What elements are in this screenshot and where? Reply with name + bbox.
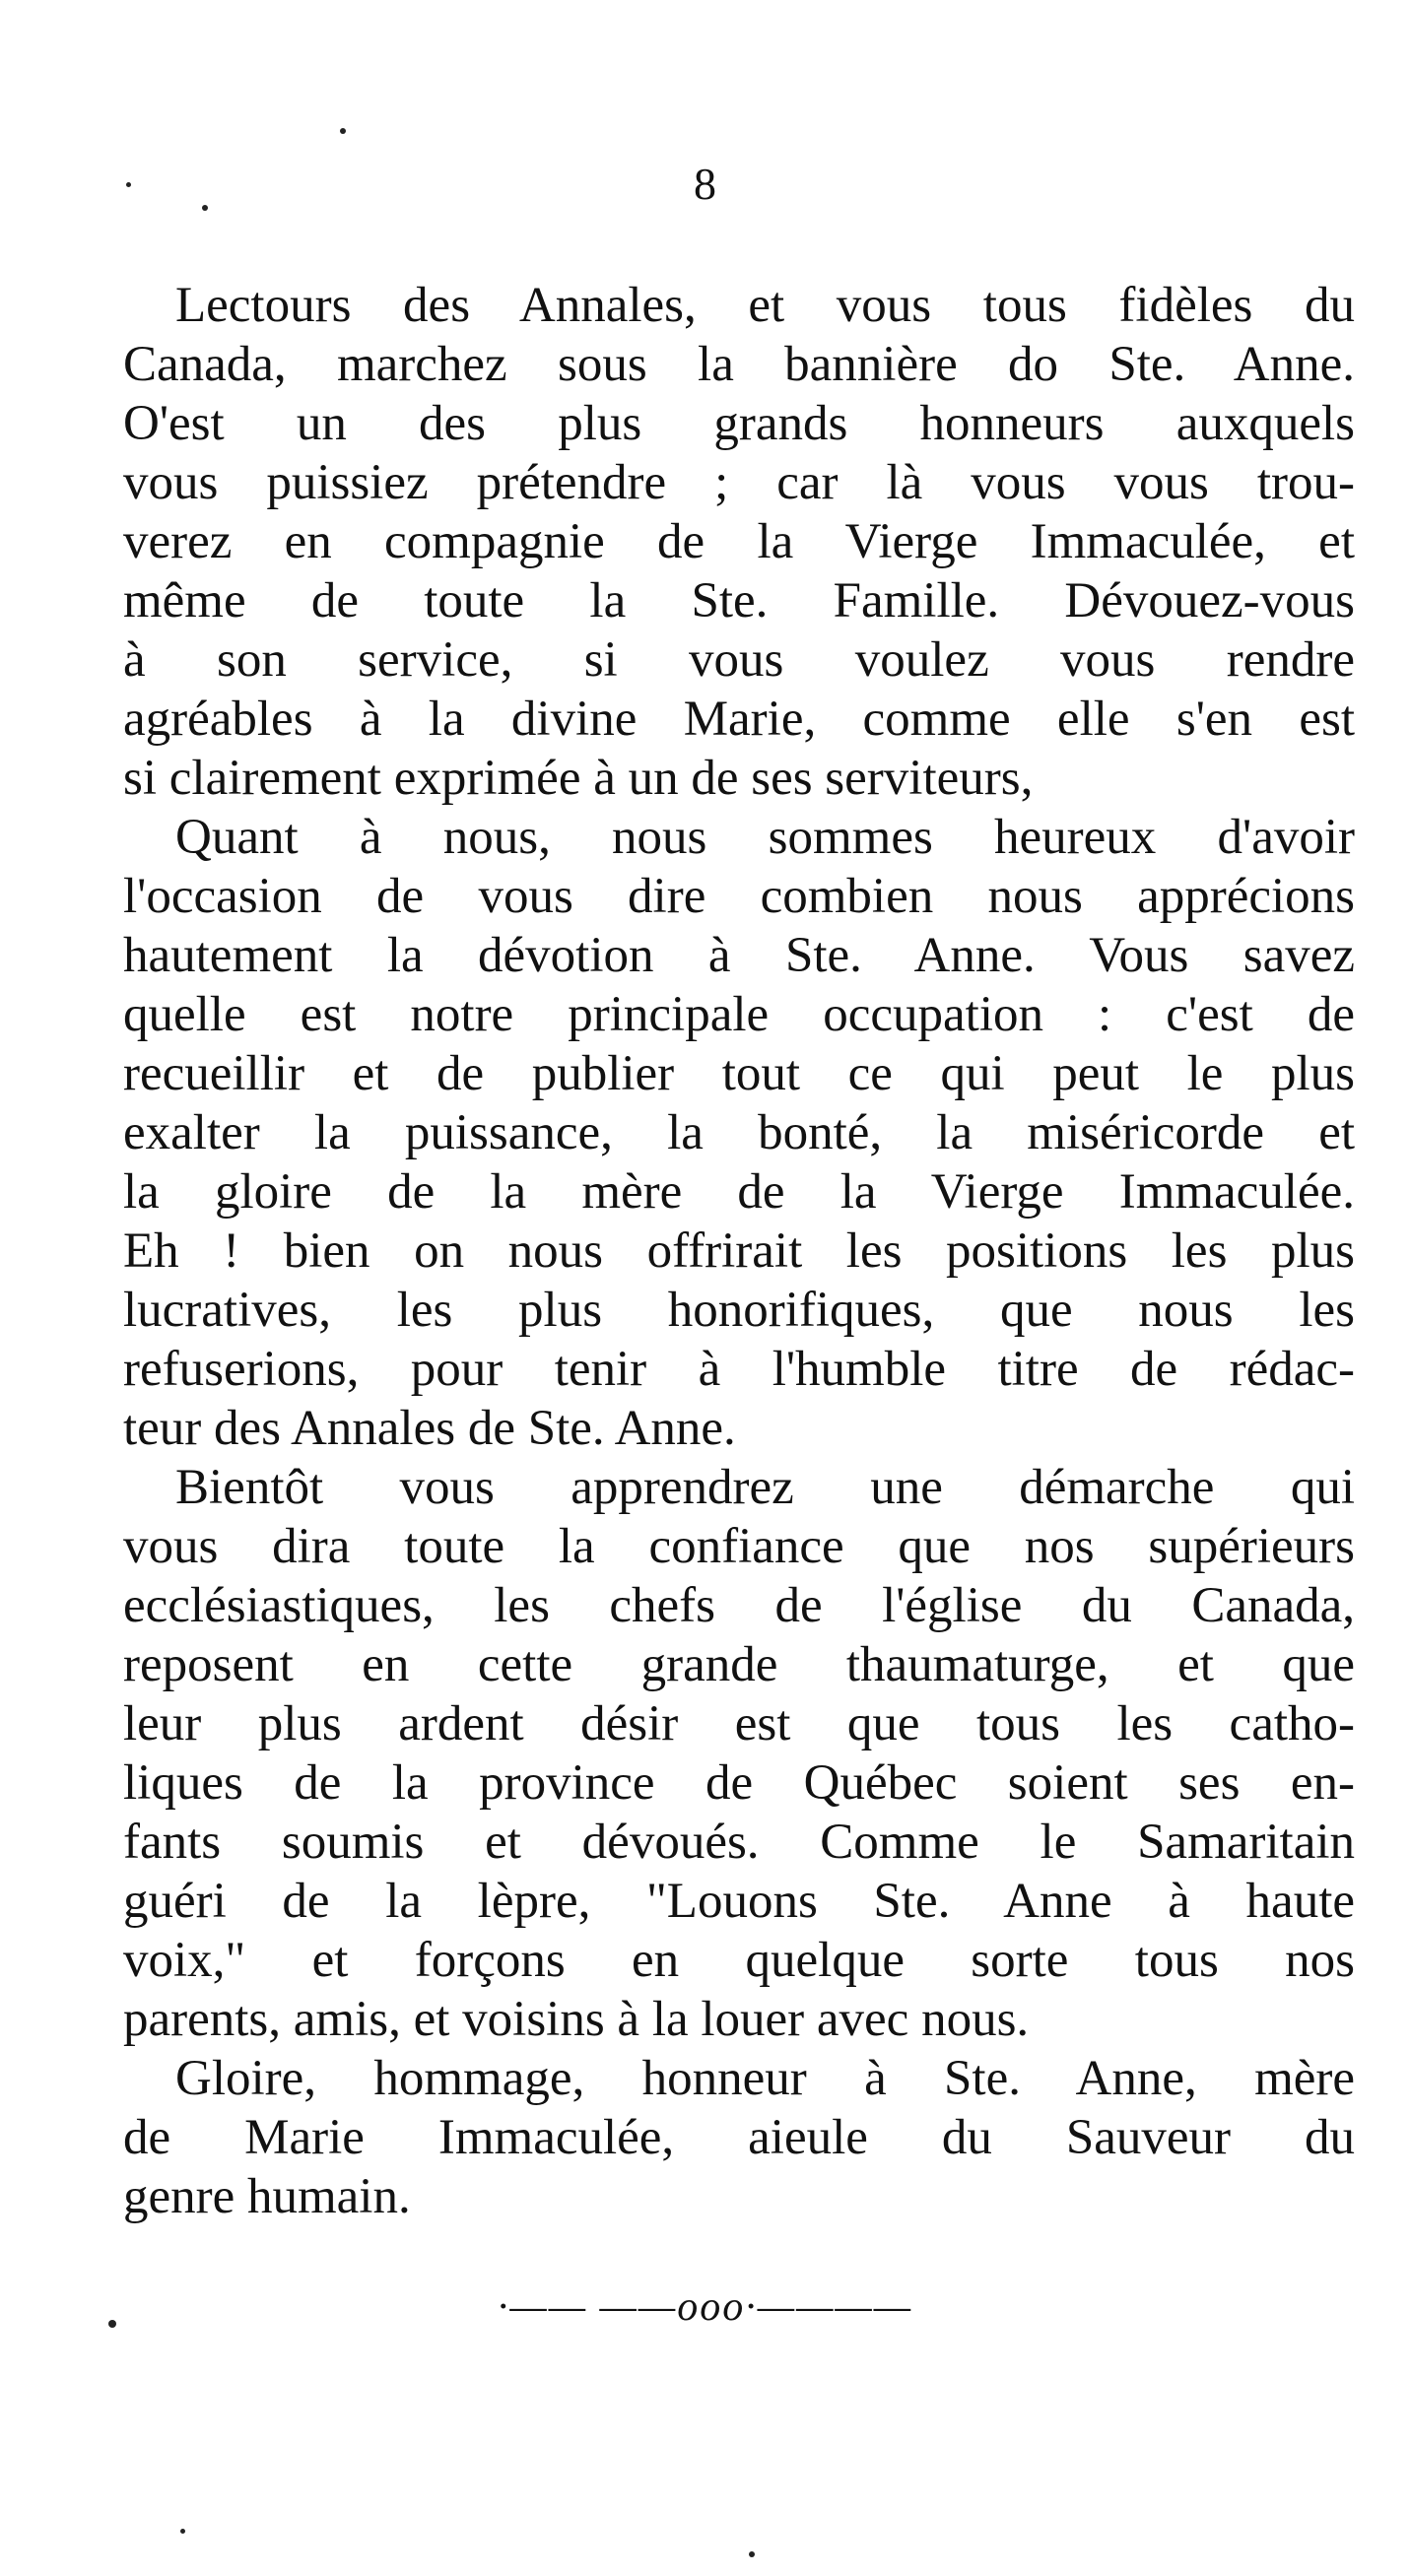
text-line: à son service, si vous voulez vous rendre — [123, 632, 1355, 688]
scan-speck — [180, 2529, 185, 2534]
text-line: Quant à nous, nous sommes heureux d'avoir — [175, 810, 1355, 865]
section-separator: ·—— ——ooo·———— — [497, 2284, 913, 2330]
text-line: exalter la puissance, la bonté, la miséricorde et — [123, 1105, 1355, 1160]
text-line: Eh ! bien on nous offrirait les positions les plus — [123, 1223, 1355, 1279]
scan-speck — [108, 2320, 116, 2328]
text-line: la gloire de la mère de la Vierge Immaculée. — [123, 1164, 1355, 1220]
text-line: liques de la province de Québec soient ses en- — [123, 1755, 1355, 1811]
text-line: quelle est notre principale occupation : c'est de — [123, 987, 1355, 1042]
body-text — [123, 276, 1355, 2226]
text-line: Gloire, hommage, honneur à Ste. Anne, mère — [175, 2051, 1355, 2106]
text-line: Canada, marchez sous la bannière do Ste. Anne. — [123, 337, 1355, 392]
text-line: verez en compagnie de la Vierge Immaculée, et — [123, 514, 1355, 569]
text-line: ecclésiastiques, les chefs de l'église du Canada, — [123, 1578, 1355, 1633]
text-line: agréables à la divine Marie, comme elle s'en est — [123, 692, 1355, 747]
text-line: reposent en cette grande thaumaturge, et que — [123, 1637, 1355, 1692]
scan-speck — [126, 182, 131, 187]
text-line: hautement la dévotion à Ste. Anne. Vous savez — [123, 928, 1355, 983]
text-line: vous dira toute la confiance que nos supérieurs — [123, 1519, 1355, 1574]
text-line: leur plus ardent désir est que tous les catho- — [123, 1696, 1355, 1751]
text-line: fants soumis et dévoués. Comme le Samaritain — [123, 1815, 1355, 1870]
text-line: Lectours des Annales, et vous tous fidèles du — [175, 278, 1355, 333]
scan-speck — [749, 2551, 755, 2557]
text-line: si clairement exprimée à un de ses serviteurs, — [123, 751, 1034, 806]
page-number: 8 — [694, 159, 716, 209]
text-line: guéri de la lèpre, "Louons Ste. Anne à haute — [123, 1874, 1355, 1929]
text-line: lucratives, les plus honorifiques, que nous les — [123, 1283, 1355, 1338]
text-line: genre humain. — [123, 2169, 411, 2224]
scan-speck — [202, 205, 208, 211]
text-line: voix," et forçons en quelque sorte tous nos — [123, 1933, 1355, 1988]
text-line: de Marie Immaculée, aieule du Sauveur du — [123, 2110, 1355, 2165]
text-line: Bientôt vous apprendrez une démarche qui — [175, 1460, 1355, 1515]
text-line: parents, amis, et voisins à la louer avec nous. — [123, 1992, 1030, 2047]
text-line: l'occasion de vous dire combien nous apprécions — [123, 869, 1355, 924]
text-line: même de toute la Ste. Famille. Dévouez-vous — [123, 573, 1355, 628]
scan-speck — [340, 128, 346, 134]
text-line: vous puissiez prétendre ; car là vous vous trou- — [123, 455, 1355, 510]
text-line: O'est un des plus grands honneurs auxquels — [123, 396, 1355, 451]
text-line: teur des Annales de Ste. Anne. — [123, 1401, 736, 1456]
text-line: refuserions, pour tenir à l'humble titre de rédac- — [123, 1342, 1355, 1397]
text-line: recueillir et de publier tout ce qui peut le plus — [123, 1046, 1355, 1101]
